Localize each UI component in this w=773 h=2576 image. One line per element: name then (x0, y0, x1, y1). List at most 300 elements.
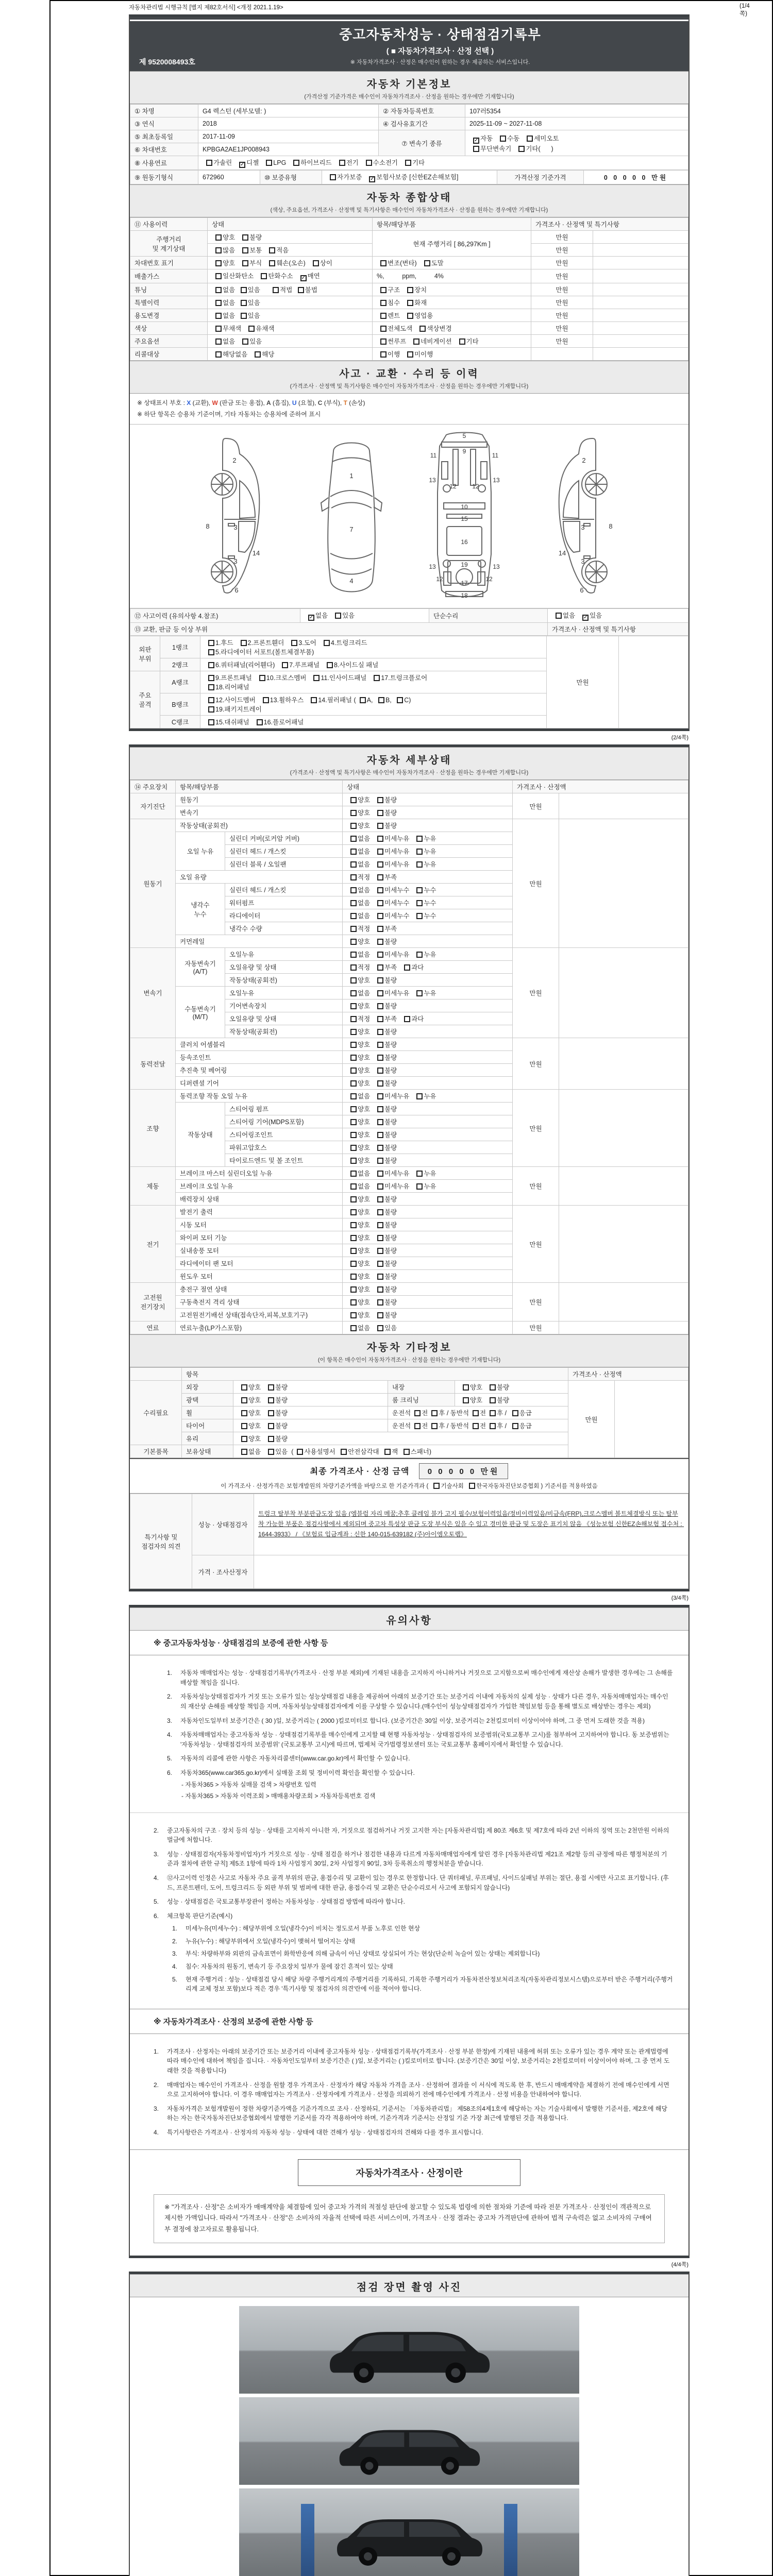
checkbox[interactable] (242, 234, 248, 241)
field-label: ⑨ 원동기형식 (130, 171, 198, 184)
checkbox[interactable] (377, 1261, 383, 1267)
checkbox[interactable] (350, 1222, 357, 1228)
checkbox[interactable] (350, 1016, 357, 1022)
checkbox[interactable] (208, 640, 214, 646)
checkbox[interactable] (377, 1145, 383, 1151)
checkbox[interactable] (268, 1410, 274, 1416)
checkbox[interactable] (377, 1286, 383, 1293)
notice-text: 자동차365(www.car365.go.kr)에서 실매물 조회 및 정비이력 확인을 확인할 수 있습니다. - 자동차365 > 자동차 실매물 검색 > 차량번호 입력 - 자동차365 > 자동차 이력조회 > 매매용차량조회 > 자동차등록번호 검색 (180, 1768, 673, 1801)
state-cell: 양호 불량 (343, 1270, 513, 1283)
checkbox[interactable] (350, 1158, 357, 1164)
checkbox[interactable] (377, 913, 383, 919)
checkbox[interactable] (350, 1145, 357, 1151)
checkbox[interactable] (241, 1410, 247, 1416)
checkbox[interactable] (350, 1171, 357, 1177)
checkbox[interactable] (311, 697, 317, 703)
form-reference-note: 자동차관리법 시행규칙 [별지 제82호서식] <개정 2021.1.19> (129, 5, 283, 11)
checkbox[interactable] (377, 1080, 383, 1087)
checkbox[interactable] (424, 260, 430, 266)
item-cell: 동력조향 작동 오일 누유 (176, 1090, 343, 1103)
checkbox[interactable] (473, 1410, 479, 1416)
checkbox[interactable] (377, 849, 383, 855)
checkbox[interactable] (377, 1222, 383, 1228)
checkbox[interactable] (407, 300, 413, 306)
checkbox[interactable] (377, 1093, 383, 1099)
checkbox[interactable] (350, 1029, 357, 1035)
checkbox[interactable] (512, 1423, 518, 1429)
checkbox-checked[interactable]: ✓ (370, 176, 375, 182)
checkbox[interactable] (416, 1183, 423, 1190)
checkbox[interactable] (416, 1093, 423, 1099)
checkbox[interactable] (404, 1449, 410, 1455)
checkbox[interactable] (242, 247, 248, 253)
item-group: 작동상태 (176, 1103, 225, 1167)
checkbox[interactable] (350, 952, 357, 958)
checkbox[interactable] (416, 1171, 423, 1177)
checkbox[interactable] (377, 939, 383, 945)
checkbox[interactable] (350, 1042, 357, 1048)
column-header: 가격조사 · 산정액 및 특기사항 (531, 218, 688, 231)
checkbox[interactable] (404, 964, 410, 971)
checkbox[interactable] (241, 287, 247, 293)
checkbox[interactable] (377, 1119, 383, 1125)
notice-item (154, 2128, 673, 2138)
checkbox[interactable] (350, 900, 357, 906)
checkbox[interactable] (377, 1235, 383, 1241)
checkbox[interactable] (473, 146, 479, 152)
notice-item (167, 1692, 673, 1711)
checkbox[interactable] (241, 313, 247, 319)
checkbox[interactable] (416, 861, 423, 868)
checkbox[interactable] (416, 990, 423, 996)
checkbox[interactable] (215, 287, 222, 293)
checkbox[interactable] (263, 697, 269, 703)
checkbox[interactable] (378, 697, 384, 703)
checkbox[interactable] (350, 1312, 357, 1318)
checkbox[interactable] (350, 1093, 357, 1099)
checkbox[interactable] (431, 1423, 438, 1429)
state-cell: 양호 불량 (343, 1283, 513, 1296)
checkbox[interactable] (241, 1397, 247, 1403)
checkbox[interactable] (490, 1384, 496, 1391)
checkbox[interactable] (208, 649, 214, 655)
checkbox[interactable] (377, 874, 383, 880)
checkbox[interactable] (377, 926, 383, 932)
price-cell: 만원 (513, 1167, 559, 1206)
checkbox[interactable] (380, 287, 386, 293)
section-summary-title: 자동차 종합상태 (366, 192, 452, 204)
checkbox[interactable] (377, 1106, 383, 1112)
row-label: 차대번호 표기 (130, 257, 208, 269)
checkbox[interactable] (377, 964, 383, 971)
checkbox[interactable] (377, 990, 383, 996)
notice-number: 6. (167, 1769, 173, 1776)
section-accident-title: 사고 · 교환 · 수리 등 이력 (339, 368, 479, 380)
item-cell: 발전기 출력 (176, 1206, 343, 1218)
checkbox[interactable] (377, 836, 383, 842)
checkbox[interactable] (215, 273, 222, 279)
checkbox[interactable] (377, 810, 383, 816)
checkbox[interactable] (215, 260, 222, 266)
notice-item (154, 2104, 673, 2123)
field-label: 가격산정 기준가격 (497, 171, 584, 184)
checkbox[interactable] (416, 900, 423, 906)
checkbox[interactable] (374, 675, 380, 681)
field-label: ① 차명 (130, 105, 198, 117)
device-group: 조향 (130, 1090, 176, 1167)
checkbox[interactable] (377, 1132, 383, 1138)
notice-subitem: 3. 부식: 차량하부와 외판의 금속표면이 화학반응에 의해 금속이 아닌 상태로 상실되어 가는 현상(단순히 녹슬어 있는 상태는 제외합니다) (172, 1950, 540, 1958)
item-cell: 오일유량 및 상태 (225, 1012, 343, 1025)
item-group: 수동변속기 (M/T) (176, 987, 225, 1038)
checkbox[interactable] (377, 1016, 383, 1022)
svg-text:13: 13 (429, 477, 436, 484)
checkbox[interactable] (473, 1423, 479, 1429)
checkbox[interactable] (215, 326, 222, 332)
checkbox[interactable] (313, 675, 320, 681)
checkbox[interactable] (350, 1325, 357, 1331)
checkbox[interactable] (463, 1384, 469, 1391)
checkbox[interactable] (208, 675, 214, 681)
checkbox[interactable] (215, 247, 222, 253)
checkbox[interactable] (463, 1397, 469, 1403)
checkbox[interactable] (242, 260, 248, 266)
checkbox[interactable] (433, 1483, 440, 1489)
checkbox[interactable] (407, 313, 413, 319)
checkbox[interactable] (269, 247, 275, 253)
checkbox[interactable] (215, 313, 222, 319)
notice-text: 체크항목 판단기준(예시) 1. 미세누유(미세누수) : 해당부위에 오일(냉각수)이 비치는 정도로서 부품 노후로 인한 현상 2. 누유(누수) : 해당부위에서 오일(냉각수)이 맺혀서 떨어지는 상태 3. 부식: 차량하부와 외판의 금속표면이 화학반응에 의해 금속이 아닌 상태로 상실되어 가는 현상(단순히 녹슬어 있는 상태는 제외합니다) 4. 침수: 자동차의 원동기, 변속기 등 주요장치 일부가 물에 잠긴 흔적이 있는 상태 5. 현재 주행거리 : 성능 · 상태점검 당시 해당 차량 주행거리계의 주행거리를 기록하되, 기록한 주행거리가 자동차전산정보처리조직(자동차관리정보시스템)으로부터 받은 주행거리(주행거리계 교체 정보 포함)보다 적은 경우 '특기사항 및 점검자의 의견'란에 이를 적어야 합니다. (167, 1911, 673, 1997)
checkbox[interactable] (377, 977, 383, 984)
checkbox[interactable] (282, 662, 288, 668)
checkbox[interactable] (350, 964, 357, 971)
checkbox[interactable] (350, 1274, 357, 1280)
car-damage-diagrams (130, 425, 688, 608)
checkbox[interactable] (350, 1183, 357, 1190)
checkbox[interactable] (339, 160, 345, 166)
checkbox[interactable] (350, 1248, 357, 1254)
checkbox[interactable] (377, 1312, 383, 1318)
checkbox[interactable] (350, 797, 357, 803)
state-cell: 양호 불량 (455, 1381, 568, 1394)
checkbox[interactable] (527, 135, 533, 142)
checkbox[interactable] (407, 287, 413, 293)
checkbox[interactable] (327, 662, 333, 668)
checkbox[interactable] (490, 1410, 496, 1416)
checkbox[interactable] (350, 913, 357, 919)
item-group: 냉각수 누수 (176, 884, 225, 935)
section-etc-subtitle: (이 항목은 매수인이 자동차가격조사 · 산정을 원하는 경우에만 기재합니다) (317, 1357, 501, 1364)
checkbox[interactable] (350, 823, 357, 829)
state-cell: 없음 미세누유 누유 (343, 858, 513, 871)
checkbox[interactable] (248, 326, 255, 332)
checkbox[interactable] (377, 1042, 383, 1048)
checkbox[interactable] (297, 1449, 303, 1455)
item-cell: 렌트 영업용 (373, 309, 531, 322)
checkbox[interactable] (208, 697, 214, 703)
checkbox[interactable] (512, 1410, 518, 1416)
checkbox[interactable] (377, 900, 383, 906)
accident-history-value: ✓ 없음 있음 (300, 609, 429, 623)
checkbox[interactable] (380, 351, 386, 358)
checkbox[interactable] (377, 887, 383, 893)
row-label: 튜닝 (130, 283, 208, 296)
checkbox[interactable] (350, 1119, 357, 1125)
warranty-type: 자가보증 ✓ 보험사보증 [신한EZ손해보험] (322, 171, 497, 184)
checkbox[interactable] (377, 797, 383, 803)
checkbox[interactable] (380, 260, 386, 266)
checkbox[interactable] (404, 1016, 410, 1022)
checkbox[interactable] (257, 719, 263, 725)
item-cell: 파워고압호스 (225, 1141, 343, 1154)
checkbox-checked[interactable]: ✓ (309, 615, 314, 621)
section-detail-title: 자동차 세부상태 (366, 755, 452, 767)
checkbox[interactable] (208, 662, 214, 668)
checkbox[interactable] (261, 273, 267, 279)
checkbox[interactable] (268, 1384, 274, 1391)
checkbox[interactable] (313, 260, 319, 266)
notice-box-2: ※ 자동차가격조사 · 산정의 보증에 관한 사항 등 (130, 2009, 688, 2034)
checkbox[interactable] (291, 640, 297, 646)
item-cell: 배력장치 상태 (176, 1193, 343, 1206)
checkbox[interactable] (416, 887, 423, 893)
checkbox[interactable] (350, 1299, 357, 1306)
checkbox-checked[interactable]: ✓ (583, 615, 588, 621)
definition-text: ※ "가격조사 · 산정"은 소비자가 매매계약을 체결함에 있어 중고차 가격의 적절성 판단에 참고할 수 있도록 법령에 의한 절차와 기준에 따라 전문 가격조사 · 산정인이 객관적으로 제시한 가액입니다. 따라서 "가격조사 · 산정"은 소비자의 자율적 선택에 따른 서비스이며, 가격조사 · 산정 결과는 중고차 가격판단에 관하여 법적 구속력은 없고 소비자의 구매여부 결정에 참고자료로 활용됩니다. (154, 2194, 665, 2244)
checkbox[interactable] (350, 861, 357, 868)
notice-item (167, 1716, 673, 1726)
item-cell: 원동기 (176, 793, 343, 806)
checkbox[interactable] (360, 697, 366, 703)
checkbox[interactable] (490, 1423, 496, 1429)
checkbox[interactable] (241, 640, 247, 646)
legend-desc: (손상) (347, 399, 365, 406)
checkbox[interactable] (377, 1209, 383, 1215)
state-cell: 양호 불량 (343, 999, 513, 1012)
checkbox[interactable] (377, 1248, 383, 1254)
checkbox[interactable] (380, 326, 386, 332)
checkbox[interactable] (215, 338, 222, 345)
checkbox[interactable] (556, 613, 562, 619)
checkbox[interactable] (259, 675, 265, 681)
checkbox[interactable] (215, 234, 222, 241)
legend-desc: (부식), (322, 399, 344, 406)
checkbox[interactable] (350, 836, 357, 842)
checkbox[interactable] (273, 287, 279, 293)
checkbox[interactable] (241, 1423, 247, 1429)
checkbox[interactable] (268, 1436, 274, 1442)
checkbox[interactable] (377, 1158, 383, 1164)
checkbox[interactable] (208, 706, 214, 713)
checkbox[interactable] (350, 1067, 357, 1074)
checkbox[interactable] (490, 1397, 496, 1403)
notice-number: 3. (154, 1850, 159, 1858)
price-cell: 만원 (513, 948, 559, 1038)
checkbox[interactable] (350, 1235, 357, 1241)
checkbox[interactable] (384, 1449, 391, 1455)
price-cell: 만원 (547, 636, 619, 728)
checkbox[interactable] (377, 823, 383, 829)
section-detail-header (130, 747, 688, 780)
notice-list-a (130, 1655, 688, 1812)
checkbox[interactable] (206, 160, 212, 166)
checkbox[interactable] (330, 174, 336, 180)
checkbox[interactable] (241, 300, 247, 306)
checkbox[interactable] (416, 913, 423, 919)
checkbox[interactable] (350, 1196, 357, 1202)
checkbox[interactable] (377, 861, 383, 868)
notice-text: 자동차가격은 보험개발원이 정한 차량기준가액을 기준가격으로 조사 · 산정하되, 기준서는 「자동차관리법」 제58조의4제1호에 해당하는 자는 기술사회에서 발행한 기준서를, 제2호에 해당하는 자는 한국자동차진단보증협회에서 발행한 기준서를 각각 적용하여야 하며, 기준가격과 기준서는 산정일 기준 가장 최근에 발행된 것을 적용합니다. (167, 2105, 667, 2122)
checkbox[interactable] (350, 939, 357, 945)
checkbox[interactable] (350, 874, 357, 880)
document-note: ※ 자동차가격조사 · 산정은 매수인이 원하는 경우 제공하는 서비스입니다. (350, 59, 530, 65)
checkbox[interactable] (269, 260, 275, 266)
item-cell: 기어변속장치 (225, 999, 343, 1012)
item-cell: 와이퍼 모터 기능 (176, 1231, 343, 1244)
checkbox[interactable] (377, 1067, 383, 1074)
state-cell: 없음 미세누수 누수 (343, 909, 513, 922)
svg-text:7: 7 (349, 526, 354, 534)
notice-text: 자동차의 리콜에 관한 사항은 자동차리콜센터(www.car.go.kr)에서 확인할 수 있습니다. (180, 1755, 410, 1762)
rank-label: B랭크 (160, 693, 200, 716)
checkbox[interactable] (241, 1449, 247, 1455)
checkbox[interactable] (377, 1196, 383, 1202)
checkbox[interactable] (377, 1029, 383, 1035)
checkbox[interactable] (215, 300, 222, 306)
section-basic-header (130, 71, 688, 104)
checkbox[interactable] (377, 1183, 383, 1190)
checkbox[interactable] (377, 1325, 383, 1331)
checkbox[interactable] (380, 300, 386, 306)
checkbox[interactable] (416, 952, 423, 958)
price-cell: 만원 (531, 322, 593, 335)
checkbox[interactable] (405, 160, 411, 166)
checkbox[interactable] (350, 1080, 357, 1087)
page-block-1 (129, 14, 690, 731)
checkbox[interactable] (350, 990, 357, 996)
checkbox[interactable] (377, 1299, 383, 1306)
checkbox[interactable] (377, 1003, 383, 1009)
checkbox-checked[interactable]: ✓ (474, 137, 479, 143)
notice-number: 4. (154, 2129, 159, 2136)
checkbox[interactable] (377, 1274, 383, 1280)
checkbox[interactable] (215, 351, 222, 358)
item-cell: 브레이크 오일 누유 (176, 1180, 343, 1193)
state-cell: 없음 미세누유 누유 (343, 832, 513, 845)
checkbox[interactable] (298, 287, 304, 293)
checkbox[interactable] (350, 810, 357, 816)
checkbox[interactable] (380, 338, 386, 345)
checkbox[interactable] (414, 1423, 421, 1429)
item-cell: 실린더 커버(로커암 커버) (225, 832, 343, 845)
checkbox[interactable] (419, 326, 426, 332)
checkbox[interactable] (293, 160, 299, 166)
item-label: 내장 (388, 1381, 455, 1394)
checkbox[interactable] (335, 613, 341, 619)
checkbox[interactable] (377, 1171, 383, 1177)
checkbox[interactable] (397, 697, 403, 703)
checkbox[interactable] (241, 1384, 247, 1391)
rank-group: 주요 골격 (130, 671, 160, 728)
checkbox[interactable] (350, 887, 357, 893)
state-cell: 양호 불량 (343, 1051, 513, 1064)
checkbox[interactable] (350, 977, 357, 984)
checkbox[interactable] (377, 952, 383, 958)
checkbox[interactable] (341, 1449, 347, 1455)
state-cell: 없음 미세누유 누유 (343, 845, 513, 858)
state-cell: 양호 불량 (455, 1394, 568, 1406)
checkbox-checked[interactable]: ✓ (301, 275, 306, 281)
checkbox[interactable] (241, 1436, 247, 1442)
checkbox[interactable] (268, 1423, 274, 1429)
checkbox[interactable] (377, 1055, 383, 1061)
checkbox[interactable] (469, 1483, 475, 1489)
checkbox[interactable] (366, 160, 372, 166)
svg-text:8: 8 (206, 522, 210, 531)
notice-item (154, 1873, 673, 1892)
state-cell: 양호 불량 (343, 1296, 513, 1309)
checkbox[interactable] (416, 849, 423, 855)
legend-prefix: ※ 상태표시 부호 : (137, 399, 187, 406)
checkbox[interactable] (268, 1397, 274, 1403)
section-photos-header (130, 2274, 688, 2297)
rank-items: 9.프론트패널 10.크로스멤버 11.인사이드패널 17.트렁크플로어 18.리어패널 (200, 671, 547, 693)
checkbox[interactable] (350, 1055, 357, 1061)
checkbox[interactable] (500, 135, 506, 142)
checkbox[interactable] (350, 1132, 357, 1138)
checkbox[interactable] (414, 1410, 421, 1416)
row-label: 특별이력 (130, 296, 208, 309)
checkbox[interactable] (350, 1261, 357, 1267)
etc-group: 수리필요 (130, 1381, 182, 1445)
basic-info-table-row6 (130, 170, 688, 184)
checkbox[interactable] (350, 1003, 357, 1009)
checkbox[interactable] (350, 1106, 357, 1112)
item-cell: 오일 유량 (176, 871, 343, 884)
item-cell: 스티어링 펌프 (225, 1103, 343, 1115)
remark-cell (559, 1038, 688, 1090)
checkbox[interactable] (268, 1449, 274, 1455)
checkbox[interactable] (242, 338, 248, 345)
checkbox-checked[interactable]: ✓ (240, 162, 245, 167)
checkbox[interactable] (350, 1209, 357, 1215)
rank-items: 15.대쉬패널 16.플로어패널 (200, 716, 547, 728)
price-cell: 만원 (513, 1206, 559, 1283)
checkbox[interactable] (350, 1286, 357, 1293)
checkbox[interactable] (413, 338, 419, 345)
checkbox[interactable] (255, 351, 261, 358)
checkbox[interactable] (431, 1410, 438, 1416)
state-cell: 일산화탄소 탄화수소 ✓ 매연 (208, 269, 373, 283)
checkbox[interactable] (518, 146, 525, 152)
checkbox[interactable] (416, 836, 423, 842)
checkbox[interactable] (208, 684, 214, 690)
document-header (130, 17, 688, 71)
checkbox[interactable] (459, 338, 465, 345)
page-block-2 (129, 744, 690, 1591)
detail-condition-table (130, 780, 688, 1334)
checkbox[interactable] (324, 640, 330, 646)
checkbox[interactable] (380, 313, 386, 319)
rank-label: 2랭크 (160, 658, 200, 671)
checkbox[interactable] (350, 926, 357, 932)
checkbox[interactable] (208, 719, 214, 725)
section-photos-title: 점검 장면 촬영 사진 (356, 2282, 462, 2294)
checkbox[interactable] (350, 849, 357, 855)
device-group: 전기 (130, 1206, 176, 1283)
checkbox[interactable] (407, 351, 413, 358)
checkbox[interactable] (266, 160, 272, 166)
